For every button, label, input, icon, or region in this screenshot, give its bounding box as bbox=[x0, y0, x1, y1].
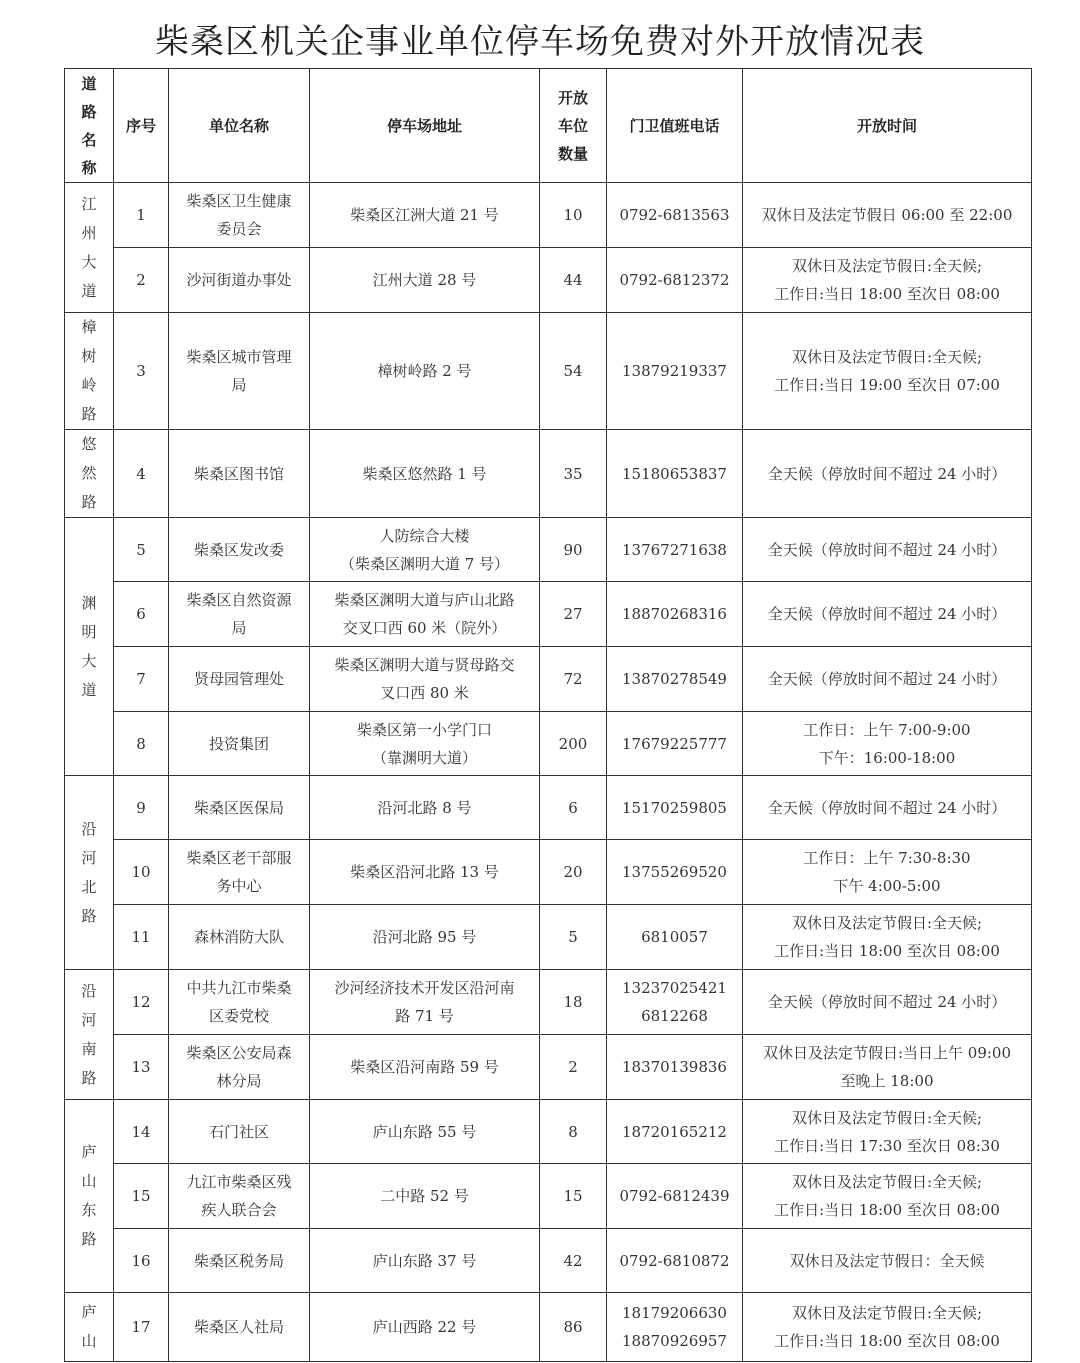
open-spaces-cell: 72 bbox=[540, 647, 607, 712]
guard-phone-cell: 18179206630 18870926957 bbox=[607, 1293, 743, 1362]
open-time-cell: 双休日及法定节假日:全天候; 工作日:当日 18:00 至次日 08:00 bbox=[743, 1164, 1032, 1229]
table-row bbox=[65, 183, 1032, 248]
unit-name-cell: 贤母园管理处 bbox=[169, 647, 310, 712]
open-time-cell: 全天候（停放时间不超过 24 小时） bbox=[743, 430, 1032, 518]
table-row bbox=[65, 1035, 1032, 1100]
table-row bbox=[65, 430, 1032, 518]
row-number-cell: 8 bbox=[114, 712, 169, 776]
parking-table bbox=[64, 68, 1032, 1362]
table-row bbox=[65, 1100, 1032, 1164]
unit-name-cell: 柴桑区卫生健康 委员会 bbox=[169, 183, 310, 248]
table-row bbox=[65, 518, 1032, 582]
unit-name-cell: 柴桑区自然资源 局 bbox=[169, 582, 310, 647]
unit-name-cell: 中共九江市柴桑 区委党校 bbox=[169, 970, 310, 1035]
road-name-cell: 沿 河 南 路 bbox=[65, 970, 114, 1100]
table-row bbox=[65, 1229, 1032, 1293]
header-phone: 门卫值班电话 bbox=[607, 69, 743, 183]
unit-name-cell: 柴桑区发改委 bbox=[169, 518, 310, 582]
open-spaces-cell: 2 bbox=[540, 1035, 607, 1100]
parking-address-cell: 柴桑区江洲大道 21 号 bbox=[310, 183, 540, 248]
guard-phone-cell: 0792-6810872 bbox=[607, 1229, 743, 1293]
open-time-cell: 全天候（停放时间不超过 24 小时） bbox=[743, 776, 1032, 840]
parking-address-cell: 人防综合大楼 （柴桑区渊明大道 7 号） bbox=[310, 518, 540, 582]
unit-name-cell: 石门社区 bbox=[169, 1100, 310, 1164]
row-number-cell: 9 bbox=[114, 776, 169, 840]
table-row bbox=[65, 905, 1032, 970]
open-time-cell: 双休日及法定节假日 06:00 至 22:00 bbox=[743, 183, 1032, 248]
header-no: 序号 bbox=[114, 69, 169, 183]
open-spaces-cell: 35 bbox=[540, 430, 607, 518]
parking-address-cell: 江州大道 28 号 bbox=[310, 248, 540, 313]
table-row bbox=[65, 712, 1032, 776]
parking-address-cell: 柴桑区悠然路 1 号 bbox=[310, 430, 540, 518]
open-time-cell: 双休日及法定节假日:当日上午 09:00 至晚上 18:00 bbox=[743, 1035, 1032, 1100]
open-spaces-cell: 6 bbox=[540, 776, 607, 840]
parking-address-cell: 柴桑区渊明大道与庐山北路 交叉口西 60 米（院外） bbox=[310, 582, 540, 647]
unit-name-cell: 森林消防大队 bbox=[169, 905, 310, 970]
table-row bbox=[65, 647, 1032, 712]
row-number-cell: 11 bbox=[114, 905, 169, 970]
parking-address-cell: 沿河北路 95 号 bbox=[310, 905, 540, 970]
guard-phone-cell: 13767271638 bbox=[607, 518, 743, 582]
guard-phone-cell: 13755269520 bbox=[607, 840, 743, 905]
open-spaces-cell: 15 bbox=[540, 1164, 607, 1229]
open-time-cell: 双休日及法定节假日:全天候; 工作日:当日 18:00 至次日 08:00 bbox=[743, 248, 1032, 313]
table-row bbox=[65, 1293, 1032, 1362]
unit-name-cell: 柴桑区公安局森 林分局 bbox=[169, 1035, 310, 1100]
open-time-cell: 双休日及法定节假日:全天候; 工作日:当日 18:00 至次日 08:00 bbox=[743, 1293, 1032, 1362]
parking-address-cell: 柴桑区第一小学门口 （靠渊明大道） bbox=[310, 712, 540, 776]
unit-name-cell: 柴桑区医保局 bbox=[169, 776, 310, 840]
open-spaces-cell: 42 bbox=[540, 1229, 607, 1293]
guard-phone-cell: 18870268316 bbox=[607, 582, 743, 647]
header-address: 停车场地址 bbox=[310, 69, 540, 183]
road-name-cell: 樟 树 岭 路 bbox=[65, 313, 114, 430]
row-number-cell: 12 bbox=[114, 970, 169, 1035]
unit-name-cell: 柴桑区城市管理 局 bbox=[169, 313, 310, 430]
table-row bbox=[65, 582, 1032, 647]
guard-phone-cell: 0792-6812439 bbox=[607, 1164, 743, 1229]
unit-name-cell: 柴桑区人社局 bbox=[169, 1293, 310, 1362]
road-name-cell: 悠 然 路 bbox=[65, 430, 114, 518]
unit-name-cell: 投资集团 bbox=[169, 712, 310, 776]
row-number-cell: 7 bbox=[114, 647, 169, 712]
open-time-cell: 工作日：上午 7:30-8:30 下午 4:00-5:00 bbox=[743, 840, 1032, 905]
table-row bbox=[65, 840, 1032, 905]
header-row bbox=[65, 69, 1032, 183]
guard-phone-cell: 17679225777 bbox=[607, 712, 743, 776]
header-road: 道 路 名 称 bbox=[65, 69, 114, 183]
open-time-cell: 工作日：上午 7:00-9:00 下午：16:00-18:00 bbox=[743, 712, 1032, 776]
table-row bbox=[65, 313, 1032, 430]
guard-phone-cell: 13870278549 bbox=[607, 647, 743, 712]
open-spaces-cell: 20 bbox=[540, 840, 607, 905]
row-number-cell: 16 bbox=[114, 1229, 169, 1293]
guard-phone-cell: 0792-6813563 bbox=[607, 183, 743, 248]
road-name-cell: 渊 明 大 道 bbox=[65, 518, 114, 776]
unit-name-cell: 柴桑区老干部服 务中心 bbox=[169, 840, 310, 905]
parking-address-cell: 庐山东路 55 号 bbox=[310, 1100, 540, 1164]
header-unit: 单位名称 bbox=[169, 69, 310, 183]
guard-phone-cell: 15180653837 bbox=[607, 430, 743, 518]
parking-address-cell: 沿河北路 8 号 bbox=[310, 776, 540, 840]
guard-phone-cell: 18720165212 bbox=[607, 1100, 743, 1164]
open-spaces-cell: 44 bbox=[540, 248, 607, 313]
row-number-cell: 5 bbox=[114, 518, 169, 582]
parking-address-cell: 二中路 52 号 bbox=[310, 1164, 540, 1229]
unit-name-cell: 柴桑区税务局 bbox=[169, 1229, 310, 1293]
open-spaces-cell: 200 bbox=[540, 712, 607, 776]
row-number-cell: 15 bbox=[114, 1164, 169, 1229]
road-name-cell: 江 州 大 道 bbox=[65, 183, 114, 313]
header-spaces: 开放 车位 数量 bbox=[540, 69, 607, 183]
row-number-cell: 6 bbox=[114, 582, 169, 647]
open-spaces-cell: 54 bbox=[540, 313, 607, 430]
guard-phone-cell: 6810057 bbox=[607, 905, 743, 970]
parking-address-cell: 柴桑区沿河南路 59 号 bbox=[310, 1035, 540, 1100]
open-spaces-cell: 90 bbox=[540, 518, 607, 582]
table-row bbox=[65, 248, 1032, 313]
open-time-cell: 双休日及法定节假日:全天候; 工作日:当日 19:00 至次日 07:00 bbox=[743, 313, 1032, 430]
open-spaces-cell: 18 bbox=[540, 970, 607, 1035]
row-number-cell: 4 bbox=[114, 430, 169, 518]
open-spaces-cell: 5 bbox=[540, 905, 607, 970]
open-time-cell: 全天候（停放时间不超过 24 小时） bbox=[743, 518, 1032, 582]
table-row bbox=[65, 970, 1032, 1035]
open-spaces-cell: 86 bbox=[540, 1293, 607, 1362]
unit-name-cell: 沙河街道办事处 bbox=[169, 248, 310, 313]
row-number-cell: 2 bbox=[114, 248, 169, 313]
row-number-cell: 1 bbox=[114, 183, 169, 248]
road-name-cell: 庐 山 bbox=[65, 1293, 114, 1362]
guard-phone-cell: 13237025421 6812268 bbox=[607, 970, 743, 1035]
guard-phone-cell: 13879219337 bbox=[607, 313, 743, 430]
parking-address-cell: 沙河经济技术开发区沿河南 路 71 号 bbox=[310, 970, 540, 1035]
row-number-cell: 14 bbox=[114, 1100, 169, 1164]
guard-phone-cell: 18370139836 bbox=[607, 1035, 743, 1100]
open-spaces-cell: 27 bbox=[540, 582, 607, 647]
open-time-cell: 双休日及法定节假日:全天候; 工作日:当日 18:00 至次日 08:00 bbox=[743, 905, 1032, 970]
open-time-cell: 全天候（停放时间不超过 24 小时） bbox=[743, 647, 1032, 712]
open-spaces-cell: 8 bbox=[540, 1100, 607, 1164]
open-spaces-cell: 10 bbox=[540, 183, 607, 248]
table-row bbox=[65, 776, 1032, 840]
row-number-cell: 13 bbox=[114, 1035, 169, 1100]
open-time-cell: 双休日及法定节假日：全天候 bbox=[743, 1229, 1032, 1293]
open-time-cell: 全天候（停放时间不超过 24 小时） bbox=[743, 970, 1032, 1035]
table-row bbox=[65, 1164, 1032, 1229]
parking-address-cell: 庐山西路 22 号 bbox=[310, 1293, 540, 1362]
page-title: 柴桑区机关企事业单位停车场免费对外开放情况表 bbox=[155, 22, 925, 62]
parking-address-cell: 庐山东路 37 号 bbox=[310, 1229, 540, 1293]
road-name-cell: 沿 河 北 路 bbox=[65, 776, 114, 970]
row-number-cell: 10 bbox=[114, 840, 169, 905]
unit-name-cell: 九江市柴桑区残 疾人联合会 bbox=[169, 1164, 310, 1229]
open-time-cell: 双休日及法定节假日:全天候; 工作日:当日 17:30 至次日 08:30 bbox=[743, 1100, 1032, 1164]
header-time: 开放时间 bbox=[743, 69, 1032, 183]
open-time-cell: 全天候（停放时间不超过 24 小时） bbox=[743, 582, 1032, 647]
row-number-cell: 17 bbox=[114, 1293, 169, 1362]
guard-phone-cell: 15170259805 bbox=[607, 776, 743, 840]
parking-address-cell: 樟树岭路 2 号 bbox=[310, 313, 540, 430]
row-number-cell: 3 bbox=[114, 313, 169, 430]
parking-address-cell: 柴桑区渊明大道与贤母路交 叉口西 80 米 bbox=[310, 647, 540, 712]
unit-name-cell: 柴桑区图书馆 bbox=[169, 430, 310, 518]
road-name-cell: 庐 山 东 路 bbox=[65, 1100, 114, 1293]
guard-phone-cell: 0792-6812372 bbox=[607, 248, 743, 313]
parking-address-cell: 柴桑区沿河北路 13 号 bbox=[310, 840, 540, 905]
